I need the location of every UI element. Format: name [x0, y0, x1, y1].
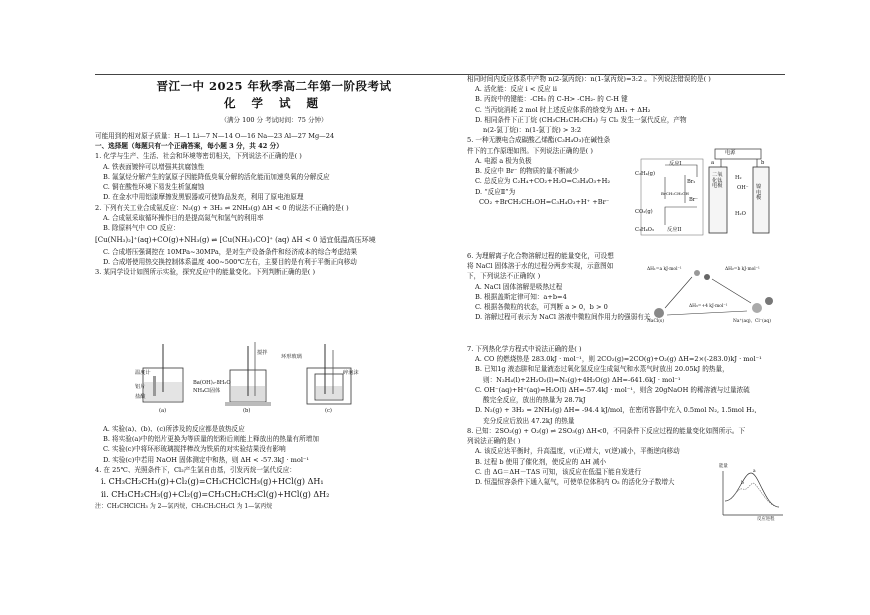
q5-option-d: D. “反应Ⅱ”为	[475, 187, 516, 196]
label-br2: Br₂	[687, 179, 696, 185]
label-energy: 能量	[719, 464, 728, 469]
q7-option-c-cont: 酸完全反应，放出的热量为 28.7kJ	[483, 396, 586, 405]
label-dh1: ΔH₁=a kJ·mol⁻¹	[647, 267, 682, 272]
label-a-terminal: a	[711, 160, 715, 166]
q6-figure	[647, 263, 782, 325]
label-dh3: ΔH₃=+4 kJ·mol⁻¹	[689, 304, 728, 309]
label-ni-electrode: 镍电极	[756, 184, 762, 202]
label-h2: H₂	[735, 175, 742, 181]
q3-figure	[135, 340, 365, 412]
q3-option-d: D. 实验(c)中若用 NaOH 固体测定中和热，则 ΔH < -57.3kJ · mol⁻¹	[103, 455, 310, 464]
q5-option-a: A. 电源 a 极为负极	[475, 156, 532, 165]
q2-stem: 2. 下列有关工业合成氨反应：N₂(g) + 3H₂ ⇌ 2NH₃(g) ΔH < 0 的说法不正确的是( )	[95, 203, 349, 212]
label-foam: 碎泡沫	[343, 370, 359, 376]
q6-option-a: A. NaCl 固体溶解是吸热过程	[475, 282, 563, 291]
q4-option-a: A. 活化能：反应 i < 反应 ii	[475, 85, 557, 94]
label-glass: 环形玻璃	[281, 354, 302, 360]
q3-option-c: C. 实验(c)中将环形玻璃搅拌棒改为铁质的对实验结果没有影响	[103, 445, 286, 454]
label-product: C₃H₄O₃	[635, 227, 654, 233]
label-c2h4: C₂H₄(g)	[635, 171, 656, 177]
label-curve-a: a	[753, 469, 756, 474]
q2-option-b: B. 除原料气中 CO 反应：	[103, 223, 180, 232]
q6-option-b: B. 根据盖斯定律可知：a+b=4	[475, 292, 567, 301]
q2-option-d: D. 合成塔使用热交换控制体系温度 400~500℃左右，主要目的是有利于平衡正向移动	[103, 258, 357, 267]
q7-option-a: A. CO 的燃烧热是 283.0kJ · mol⁻¹，则 2CO₂(g)=2CO(g)+O₂(g) ΔH=2×(-283.0)kJ · mol⁻¹	[475, 355, 762, 364]
q5-stem: 5. 一种无膜电合成碳酸乙烯酯(C₃H₄O₃)在碱性条	[467, 136, 611, 145]
label-reaction-2: 反应II	[667, 227, 682, 233]
q4-reaction-i: i. CH₃CH₂CH₃(g)+Cl₂(g)=CH₃CHClCH₃(g)+HCl(g) ΔH₁	[101, 477, 324, 487]
q6-stem-3: 下，下列说法不正确的( )	[467, 272, 541, 281]
label-nh4cl: NH₄Cl固体	[193, 388, 221, 394]
q3-stem: 3. 某同学设计如图所示实验，探究反应中的能量变化。下列判断正确的是( )	[95, 268, 316, 277]
q6-stem-2: 将 NaCl 固体溶于水的过程分两步实现，示意图如	[467, 262, 614, 271]
q8-figure	[717, 464, 785, 525]
label-fig-b: (b)	[243, 408, 251, 414]
label-stir: 搅拌	[257, 350, 268, 356]
label-b-terminal: b	[761, 160, 765, 166]
q7-stem: 7. 下列热化学方程式中说法正确的是( )	[467, 345, 582, 353]
q8-stem-2: 列说法正确的是( )	[467, 437, 521, 446]
q5-stem-2: 件下的工作原理如图。下列说法正确的是( )	[467, 146, 593, 155]
q7-option-d: D. N₂(g) + 3H₂ = 2NH₃(g) ΔH= -94.4 kJ/mol，在密闭容器中充入 0.5mol N₂, 1.5mol H₂,	[475, 406, 757, 415]
q4-option-d-cont: n(2-氯丁烷)：n(1-氯丁烷) > 3:2	[483, 126, 582, 135]
q1-option-a: A. 铁表面镀锌可以增强其抗腐蚀性	[103, 162, 205, 171]
q8-option-a: A. 该反应达平衡时，升高温度，v(正)增大，v(逆)减小，平衡逆向移动	[475, 447, 680, 456]
q6-option-c: C. 根据各微粒的状态，可判断 a > 0，b > 0	[475, 303, 608, 312]
q1-stem: 1. 化学与生产、生活、社会和环境等密切相关，下列说法不正确的是( )	[95, 152, 302, 161]
q4-stem: 4. 在 25℃、光照条件下，Cl₂产生氯自由基，引发丙烷一氯代反应：	[95, 465, 296, 474]
q6-stem: 6. 为理解离子化合物溶解过程的能量变化，可设想	[467, 252, 614, 260]
q7-option-c: C. OH⁻(aq)+H⁺(aq)=H₂O(l) ΔH=-57.4kJ · mol⁻¹，则含 20gNaOH 的稀溶液与过量浓硫	[475, 385, 750, 394]
energy-curve-a	[725, 473, 779, 507]
q7-option-b: B. 已知1g 液态肼和足量液态过氧化氢反应生成氮气和水蒸气时放出 20.05kJ 的热量，	[475, 365, 729, 374]
exam-page	[95, 74, 785, 585]
atomic-masses: 可能用到的相对原子质量：H—1 Li—7 N—14 O—16 Na—23 Al—27 Mg—24	[95, 131, 335, 140]
energy-curve-b	[725, 483, 779, 507]
q3-option-a: A. 实验(a)、(b)、(c)所涉及的反应都是放热反应	[103, 425, 245, 433]
label-tio2-electrode: 二氧化钛电极	[712, 172, 723, 190]
q7-option-b-cont: 则：N₂H₄(l)+2H₂O₂(l)=N₂(g)+4H₂O(g) ΔH=-641.6kJ · mol⁻¹	[483, 375, 681, 384]
q2-b-equation: [Cu(NH₃)₂]⁺(aq)+CO(g)+NH₃(g) ⇌ [Cu(NH₃)₃CO]⁺ (aq) ΔH < 0 适宜低温高压环境	[95, 236, 376, 245]
q4-option-c: C. 当丙烷消耗 2 mol 时上述反应体系的焓变为 ΔH₁ + ΔH₂	[475, 105, 651, 114]
label-progress: 反应进程	[757, 517, 775, 522]
label-dh2: ΔH₂=b kJ·mol⁻¹	[725, 267, 760, 272]
label-reaction-1: 反应I	[669, 161, 682, 167]
label-h2o: H₂O	[735, 211, 746, 217]
label-curve-b: b	[741, 481, 744, 486]
label-thermometer-a: 温度计	[135, 370, 151, 376]
label-nacl-solid: NaCl(s)	[647, 319, 664, 324]
q7-option-d-cont: 充分反应后放出 47.2kJ 的热量	[483, 416, 575, 425]
q2-option-a: A. 合成氨采取循环操作目的是提高氮气和氢气的利用率	[103, 213, 264, 222]
label-co2: CO₂(g)	[635, 209, 653, 215]
q5-option-c: C. 总反应为 C₂H₄+CO₂+H₂O=C₃H₄O₃+H₂	[475, 177, 611, 186]
q1-option-d: D. 在金水中用铝漆摩擦发黑银器或可使饰品发亮，利用了原电池原理	[103, 193, 304, 202]
exam-info: （满分 100 分 考试时间：75 分钟）	[220, 115, 328, 124]
label-br: Br⁻	[689, 197, 699, 203]
q8-option-c: C. 由 ΔG＝ΔH－TΔS 可知，该反应在低温下能自发进行	[475, 467, 642, 476]
label-fig-c: (c)	[325, 408, 332, 414]
section-1-heading: 一、选择题（每题只有一个正确答案，每小题 3 分，共 42 分）	[95, 142, 283, 151]
q2-option-c: C. 合成塔压强调控在 10MPa~30MPa，是对生产设备条件和经济成本的综合考虑结果	[103, 247, 358, 256]
label-brch2ch2oh: BrCH₂CH₂OH	[661, 191, 689, 196]
q1-option-c: C. 铜在酸性环境下易发生析氢腐蚀	[103, 183, 205, 192]
exam-title: 晋江一中 2025 年秋季高二年第一阶段考试	[156, 79, 392, 93]
q4-option-d: D. 相同条件下正丁烷 (CH₃CH₂CH₂CH₃) 与 Cl₂ 发生一氯代反应，产物	[475, 115, 687, 124]
q6-option-d: D. 溶解过程可表示为 NaCl 溶液中微粒间作用力的强弱有关	[475, 313, 651, 322]
q8-option-d: D. 恒温恒容条件下通入氦气，可使单位体积内 O₂ 的活化分子数增大	[475, 478, 675, 487]
q8-stem: 8. 已知：2SO₂(g) + O₂(g) ⇌ 2SO₃(g) ΔH<0，不同条件下反应过程的能量变化如图所示。下	[467, 426, 746, 435]
q8-option-b: B. 过程 b 使用了催化剂，使反应的 ΔH 减小	[475, 457, 607, 466]
right-column	[467, 75, 785, 585]
label-al: 铝片	[135, 384, 146, 390]
q5-option-b: B. 反应中 Br⁻ 的物质的量不断减少	[475, 167, 579, 176]
q4-option-b: B. 丙烷中的键能：-CH₃ 的 C-H> -CH₂- 的 C-H 键	[475, 95, 628, 104]
q5-option-d-equation: CO₂ +BrCH₂CH₂OH=C₃H₄O₃+H⁺ +Br⁻	[479, 197, 610, 206]
q1-option-b: B. 氟氯烃分解产生的氯原子因能降低臭氧分解的活化能而加速臭氧的分解反应	[103, 172, 330, 181]
label-oh: OH⁻	[737, 185, 749, 191]
label-acid: 盐酸	[135, 394, 146, 400]
left-column	[95, 75, 453, 585]
q5-figure	[635, 147, 785, 239]
label-baoh2: Ba(OH)₂·8H₂O	[193, 380, 231, 386]
label-ions: Na⁺(aq)、Cl⁻(aq)	[733, 319, 771, 324]
label-power: 电源	[725, 150, 736, 156]
q4-note: 注：CH₃CHClCH₃ 为 2—氯丙烷，CH₃CH₂CH₂Cl 为 1—氯丙烷	[95, 503, 273, 511]
q3-apparatus-svg	[135, 340, 365, 412]
q4-cont-stem: 相同时间内反应体系中产物 n(2-氯丙烷)：n(1-氯丙烷)=3:2 。下列说法错误的是( )	[467, 75, 711, 83]
q3-option-b: B. 将实验(a)中的铝片更换为等质量的铝粉后则能上释放出的热量有所增加	[103, 435, 319, 444]
q4-reaction-ii: ii. CH₃CH₂CH₃(g)+Cl₂(g)=CH₃CH₂CH₂Cl(g)+HCl(g) ΔH₂	[101, 490, 330, 500]
exam-subtitle: 化 学 试 题	[223, 96, 324, 111]
label-fig-a: (a)	[159, 408, 167, 414]
